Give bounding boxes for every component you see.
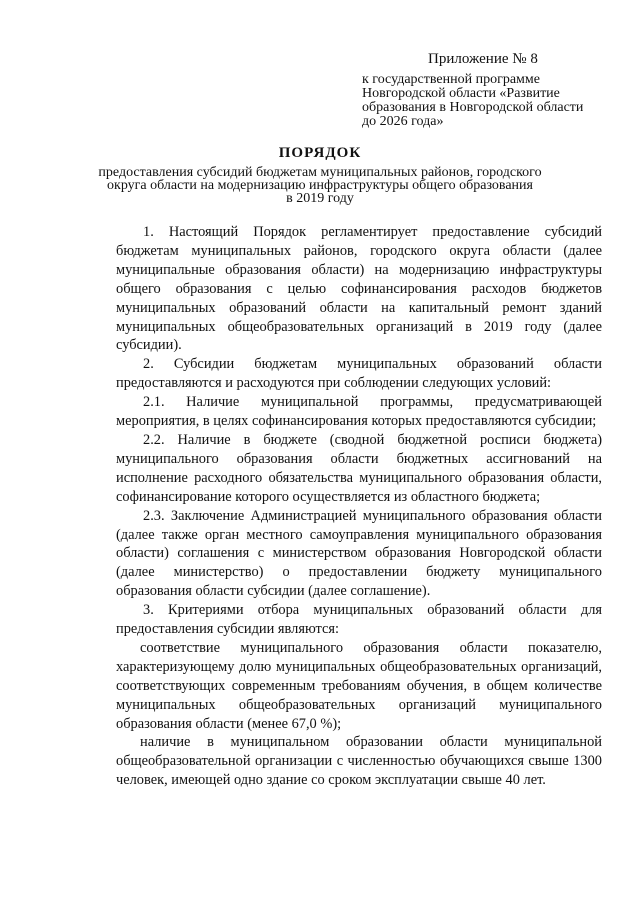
reference-line: образования в Новгородской области [362,100,584,115]
subtitle-line: в 2019 году [286,191,354,206]
paragraph-2-3: 2.3. Заключение Администрацией муниципального образования области (далее также орган местного самоуправления муниципального образования области) соглашения с министерством образования Новгородской области (далее министерство) о предоставлении бюджету муниципального образования области субсидии (далее соглашение). [116,507,602,600]
paragraph-1: 1. Настоящий Порядок регламентирует предоставление субсидий бюджетам муниципальных районов, городского округа области (далее муниципальные образования области) на модернизацию инфраструктуры общего образования с целью софинансирования расходов бюджетов муниципальных образований области на капитальный ремонт зданий муниципальных общеобразовательных организаций в 2019 году (далее субсидии). [116,224,602,354]
subtitle-line: округа области на модернизацию инфраструктуры общего образования [107,178,533,193]
paragraph-2: 2. Субсидии бюджетам муниципальных образований области предоставляются и расходуются при соблюдении следующих условий: [116,356,602,392]
appendix-number: Приложение № 8 [428,51,538,67]
criterion-1: соответствие муниципального образования области показателю, характеризующему долю муниципальных общеобразовательных организаций, соответствующих современным требованиям обучения, в общем количестве муниципальных общеобразовательных организаций муниципального образования области (менее 67,0 %); [116,639,602,732]
paragraph-2-2: 2.2. Наличие в бюджете (сводной бюджетной росписи бюджета) муниципального образования области бюджетных ассигнований на исполнение расходного обязательства муниципального образования области, софинансирование которого осуществляется из областного бюджета; [116,431,602,505]
reference-line: до 2026 года» [362,114,444,129]
document-subtitle [0,166,640,205]
criterion-2: наличие в муниципальном образовании области муниципальной общеобразовательной организации с численностью обучающихся свыше 1300 человек, имеющей одно здание со сроком эксплуатации свыше 40 лет. [116,734,602,789]
reference-line: к государственной программе [362,72,540,87]
paragraph-3: 3. Критериями отбора муниципальных образований области для предоставления субсидии являются: [116,602,602,638]
document-body [116,223,602,790]
subtitle-line: предоставления субсидий бюджетам муниципальных районов, городского [98,165,542,180]
appendix-reference [362,73,632,129]
document-title: ПОРЯДОК [278,145,362,161]
reference-line: Новгородской области «Развитие [362,86,560,101]
paragraph-2-1: 2.1. Наличие муниципальной программы, предусматривающей мероприятия, в целях софинансирования которых предоставляются субсидии; [116,394,602,430]
